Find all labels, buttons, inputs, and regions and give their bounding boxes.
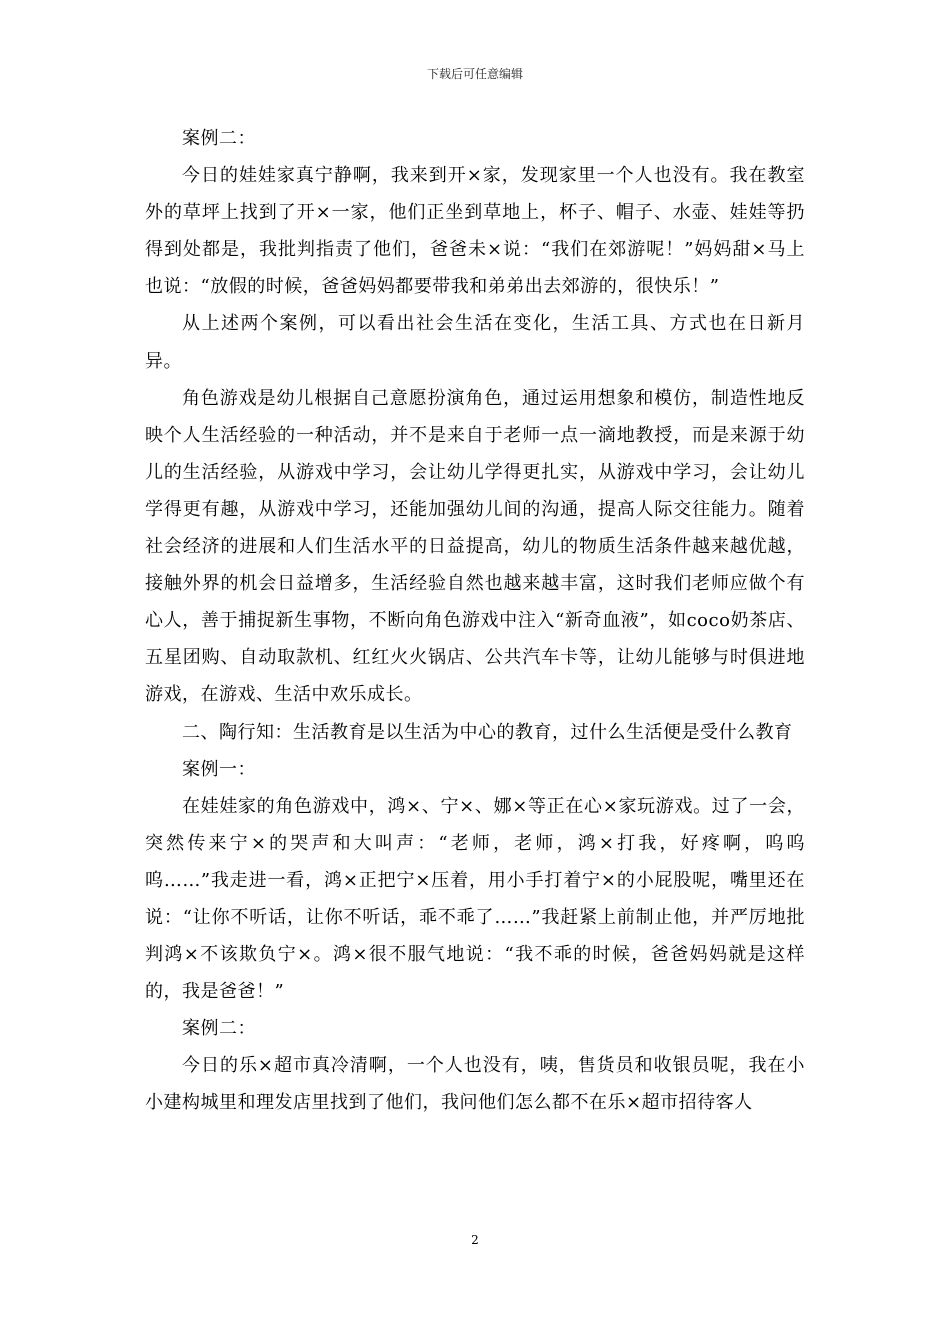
case-heading: 案例一： bbox=[182, 758, 256, 780]
body-paragraph: 今日的娃娃家真宁静啊，我来到开×家，发现家里一个人也没有。我在教室外的草坪上找到了开×一家，他们正坐到草地上，杯子、帽子、水壶、娃娃等扔得到处都是，我批判指责了他们，爸爸未×说：“我们在郊游呢！”妈妈甜×马上也说：“放假的时候，爸爸妈妈都要带我和弟弟出去郊游的，很快乐！” bbox=[145, 165, 805, 298]
body-paragraph: 在娃娃家的角色游戏中，鸿×、宁×、娜×等正在心×家玩游戏。过了一会，突然传来宁×的哭声和大叫声：“老师，老师，鸿×打我，好疼啊，呜呜呜……”我走进一看，鸿×正把宁×压着，用小手打着宁×的小屁股呢，嘴里还在说：“让你不听话，让你不听话，乖不乖了……”我赶紧上前制止他，并严厉地批判鸿×不该欺负宁×。鸿×很不服气地说：“我不乖的时候，爸爸妈妈就是这样的，我是爸爸！” bbox=[145, 795, 805, 1003]
page-header-note: 下载后可任意编辑 bbox=[426, 67, 523, 81]
document-body bbox=[145, 120, 805, 1122]
case-heading: 案例二： bbox=[182, 128, 256, 149]
body-paragraph: 从上述两个案例，可以看出社会生活在变化，生活工具、方式也在日新月异。 bbox=[145, 313, 805, 372]
body-paragraph: 角色游戏是幼儿根据自己意愿扮演角色，通过运用想象和模仿，制造性地反映个人生活经验的一种活动，并不是来自于老师一点一滴地教授，而是来源于幼儿的生活经验，从游戏中学习，会让幼儿学得更扎实，从游戏中学习，会让幼儿学得更有趣，从游戏中学习，还能加强幼儿间的沟通，提高人际交往能力。随着社会经济的进展和人们生活水平的日益提高，幼儿的物质生活条件越来越优越，接触外界的机会日益增多，生活经验自然也越来越丰富，这时我们老师应做个有心人，善于捕捉新生事物，不断向角色游戏中注入“新奇血液”，如coco奶茶店、五星团购、自动取款机、红红火火锅店、公共汽车卡等，让幼儿能够与时俱进地游戏，在游戏、生活中欢乐成长。 bbox=[145, 387, 805, 706]
body-paragraph: 今日的乐×超市真冷清啊，一个人也没有，咦，售货员和收银员呢，我在小小建构城里和理发店里找到了他们，我问他们怎么都不在乐×超市招待客人 bbox=[145, 1055, 805, 1114]
section-heading: 二、陶行知：生活教育是以生活为中心的教育，过什么生活便是受什么教育 bbox=[182, 721, 793, 743]
case-heading: 案例二： bbox=[182, 1018, 256, 1040]
page-number: 2 bbox=[471, 1233, 479, 1247]
